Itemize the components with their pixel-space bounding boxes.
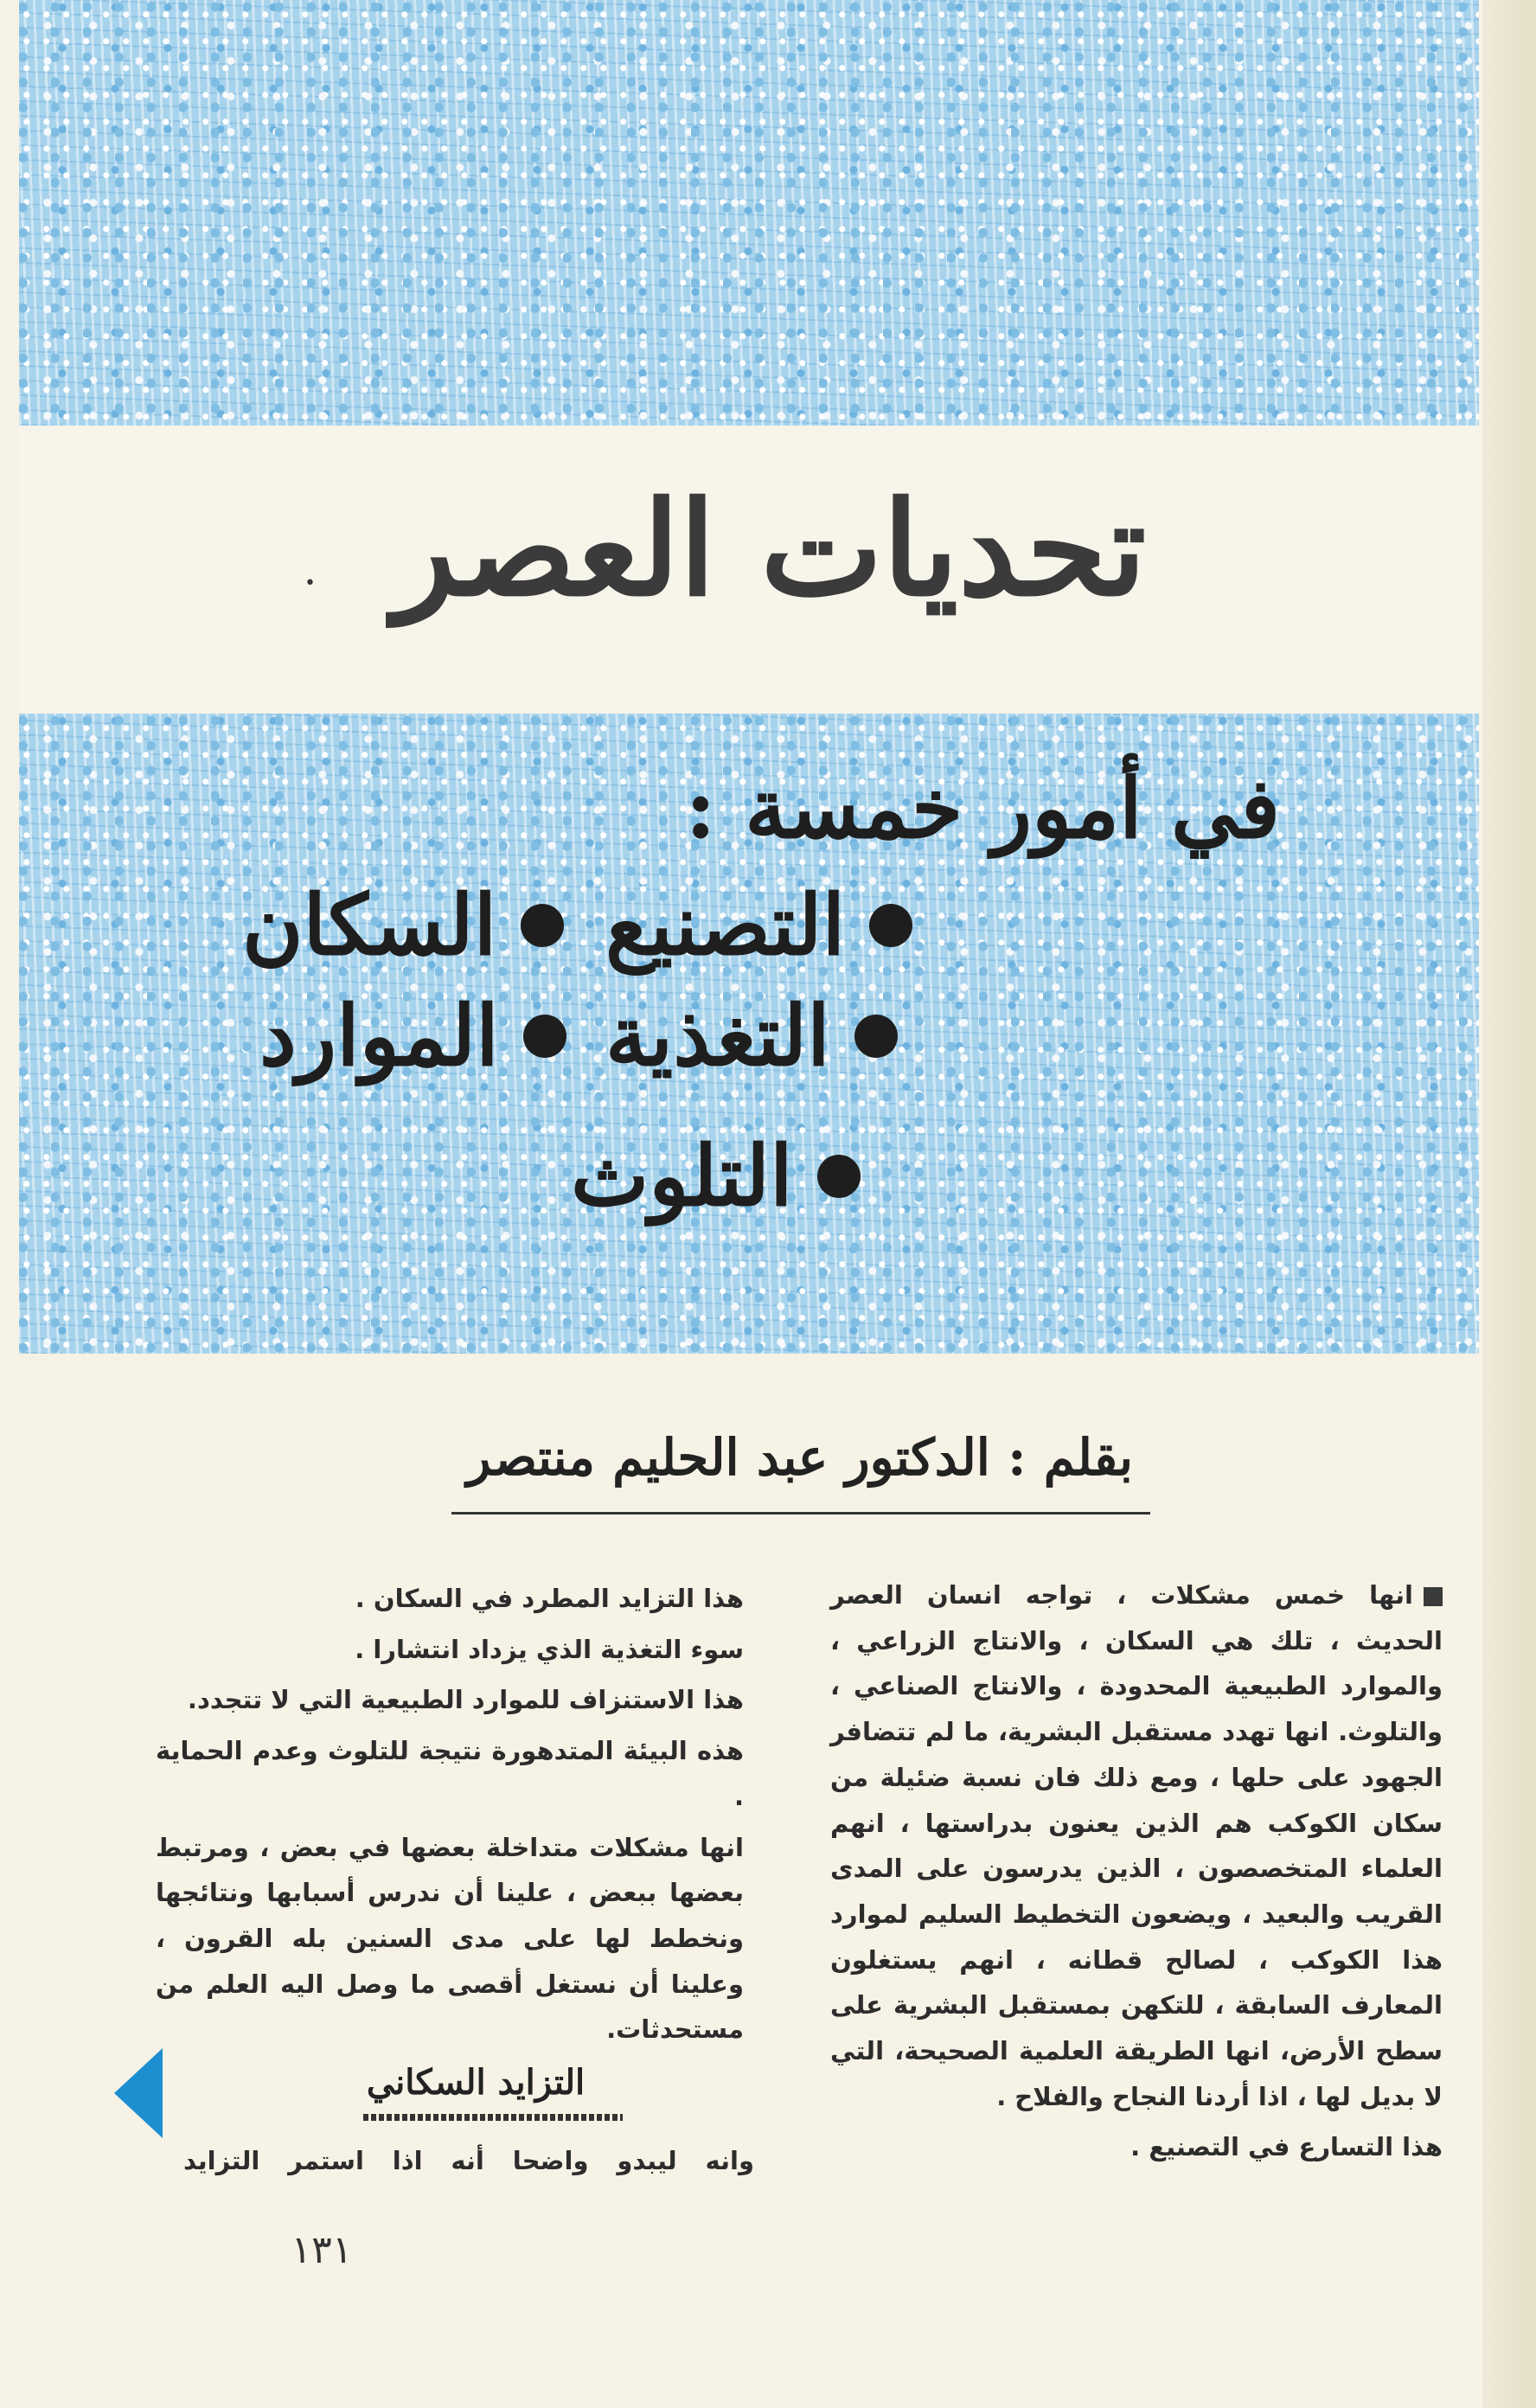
topic-label: التلوث: [571, 1127, 793, 1225]
page-number: ١٣١: [291, 2228, 353, 2272]
bullet-dot-icon: [523, 1015, 566, 1058]
page-edge: [1482, 0, 1536, 2408]
topic-label: التغذية: [605, 987, 830, 1085]
bullet-dot-icon: [521, 904, 564, 947]
right-column: [830, 1572, 1443, 2175]
title-mark: •: [304, 573, 316, 594]
topic-item: [242, 874, 564, 977]
topic-label: الموارد: [259, 987, 499, 1085]
topic-label: التصنيع: [605, 876, 846, 974]
paragraph: هذا الاستنزاف للموارد الطبيعية التي لا تتجدد.: [187, 1685, 744, 1715]
paragraph-text: انها خمس مشكلات ، تواجه انسان العصر الحديث ، تلك هي السكان ، والانتاج الزراعي ، والموارد الطبيعية المحدودة ، والانتاج الصناعي ، والتلوث. انها تهدد مستقبل البشرية، ما لم تتضافر الجهود على حلها ، ومع ذلك فان نسبة ضئيلة من سكان الكوكب هم الذين يعنون بدراستها ، انهم العلماء المتخصصون ، الذين يدرسون على المدى القريب والبعيد ، ويضعون التخطيط السليم لموارد هذا الكوكب ، لصالح قطانه ، انهم يستغلون المعارف السابقة ، للتكهن بمستقبل البشرية على سطح الأرض، انها الطريقة العلمية الصحيحة، التي لا بديل لها ، اذا أردنا النجاح والفلاح .: [830, 1580, 1443, 2111]
bullet-dot-icon: [854, 1015, 898, 1058]
topic-label: السكان: [242, 876, 497, 974]
section-heading: التزايد السكاني: [366, 2062, 586, 2103]
topic-item: [605, 984, 898, 1088]
paragraph: وانه ليبدو واضحا أنه اذا استمر التزايد: [183, 2146, 754, 2175]
bullet-dot-icon: [817, 1155, 861, 1198]
decorative-blue-band-top: [19, 0, 1479, 426]
paragraph: انها مشكلات متداخلة بعضها في بعض ، ومرتبط بعضها ببعض ، علينا أن ندرس أسبابها ونتائجها ونخطط لها على مدى السنين بله القرون ، وعلينا أن نستغل أقصى ما وصل اليه العلم من مستحدثات.: [156, 1832, 744, 2045]
paragraph: هذه البيئة المتدهورة نتيجة للتلوث وعدم الحماية .: [156, 1736, 744, 1811]
paragraph: هذا التسارع في التصنيع .: [1130, 2132, 1443, 2162]
paragraph: هذا التزايد المطرد في السكان .: [355, 1584, 744, 1613]
left-column: [156, 1576, 744, 2058]
bullet-dot-icon: [869, 904, 912, 947]
heading-underline: [363, 2114, 623, 2121]
paragraph: سوء التغذية الذي يزداد انتشارا .: [355, 1634, 744, 1664]
topic-item: [571, 1124, 861, 1228]
square-marker-icon: [1424, 1587, 1443, 1606]
byline-rule: [451, 1512, 1150, 1515]
blue-arrow-icon: [114, 2048, 163, 2138]
topic-item: [605, 874, 912, 977]
article-subtitle: في أمور خمسة :: [685, 759, 1280, 857]
topic-item: [259, 984, 566, 1088]
byline: بقلم : الدكتور عبد الحليم منتصر: [466, 1428, 1133, 1487]
paragraph: [830, 1572, 1443, 2119]
article-title: تحديات العصر: [393, 473, 1147, 625]
